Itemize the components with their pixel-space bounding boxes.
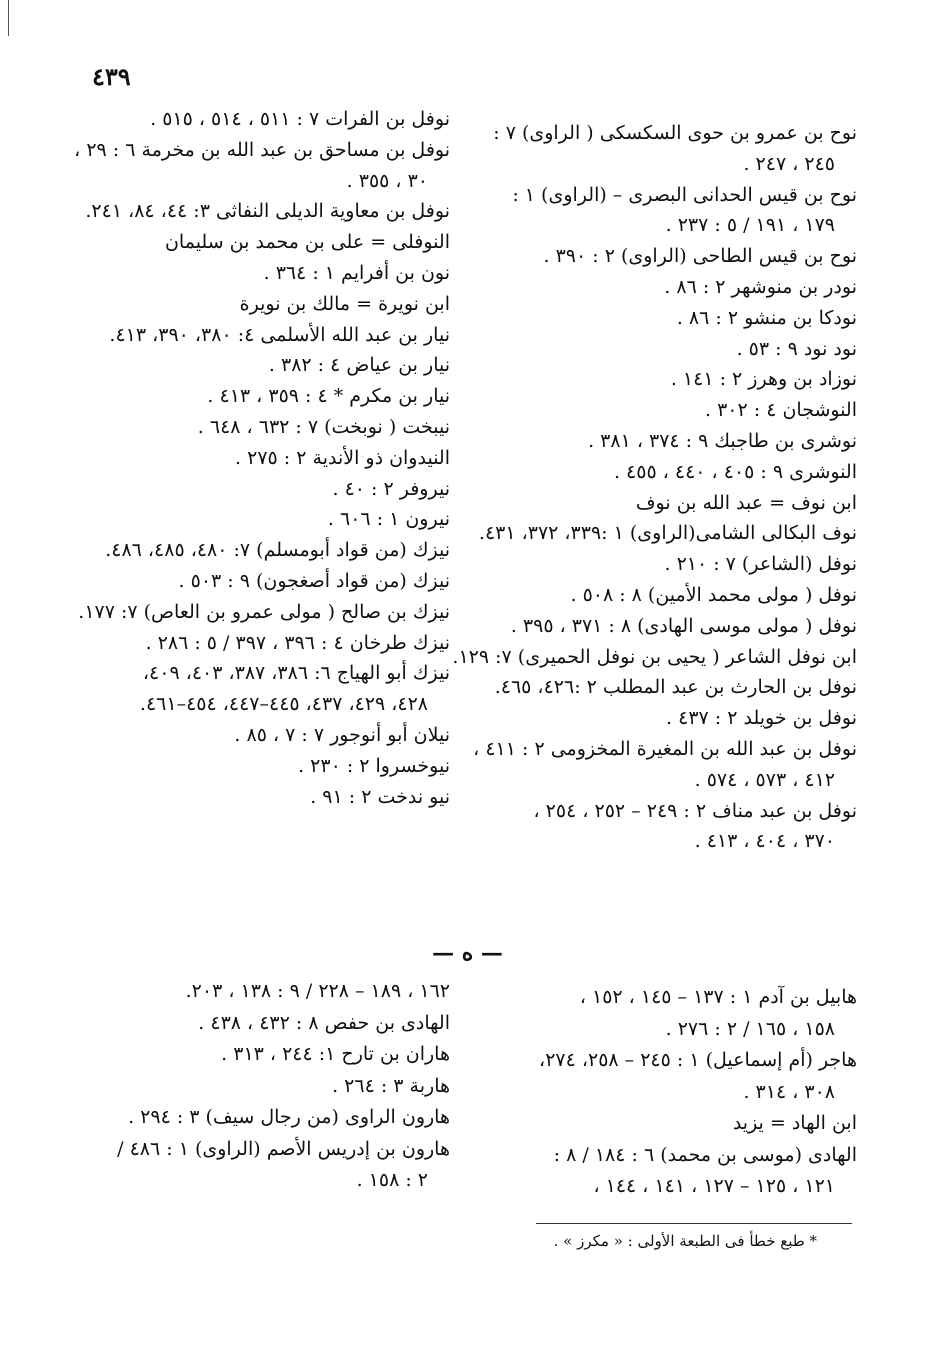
index-entry-line: نوفل بن مساحق بن عبد الله بن مخرمة ٦ : ٢٩ ، bbox=[74, 138, 450, 161]
index-entry-line: النوشرى ٩ : ٤٠٥ ، ٤٤٠ ، ٤٥٥ . bbox=[613, 460, 857, 483]
index-entry-line: ابن نوف = عبد الله بن نوف bbox=[635, 491, 857, 514]
index-entry-line: نيار بن مكرم * ٤ : ٣٥٩ ، ٤١٣ . bbox=[207, 385, 450, 408]
index-entry-line: نيلان أبو أنوجور ٧ : ٧ ، ٨٥ . bbox=[234, 723, 450, 746]
index-entry-line: ٢٤٥ ، ٢٤٧ . bbox=[743, 152, 835, 175]
index-entry-line: نيوخسروا ٢ : ٢٣٠ . bbox=[298, 754, 450, 777]
index-entry-line: ابن الهاد = يزيد bbox=[732, 1112, 857, 1134]
index-entry-line: نودر بن منوشهر ٢ : ٨٦ . bbox=[664, 275, 857, 298]
index-entry-line: هاجر (أم إسماعيل) ١ : ٢٤٥ – ٢٥٨، ٢٧٤، bbox=[539, 1049, 857, 1071]
index-entry-line: نوشرى بن طاجبك ٩ : ٣٧٤ ، ٣٨١ . bbox=[588, 429, 857, 452]
index-entry-line: ابن نوفل الشاعر ( يحيى بن نوفل الحميرى) ٧: ١٢٩. bbox=[452, 645, 857, 668]
index-entry-line: نوح بن قيس الطاحى (الراوى) ٢ : ٣٩٠ . bbox=[543, 245, 857, 268]
index-entry-line: نيو ندخت ٢ : ٩١ . bbox=[310, 785, 450, 808]
index-entry-line: نود نود ٩ : ٥٣ . bbox=[736, 337, 857, 360]
index-entry-line: ٣٠ ، ٣٥٥ . bbox=[346, 169, 428, 192]
index-entry-line: ١٥٨ ، ١٦٥ / ٢ : ٢٧٦ . bbox=[665, 1017, 835, 1040]
index-entry-line: نوح بن قيس الحدانى البصرى – (الراوى) ١ : bbox=[512, 183, 857, 206]
index-entry-line: نوفل بن معاوية الديلى النفاثى ٣: ٤٤، ٨٤، ٢٤١. bbox=[85, 200, 450, 223]
index-entry-line: نوفل بن الحارث بن عبد المطلب ٢ :٤٢٦، ٤٦٥. bbox=[494, 676, 857, 699]
index-entry-line: نوفل بن عبد مناف ٢ : ٢٤٩ – ٢٥٢ ، ٢٥٤ ، bbox=[533, 799, 857, 822]
index-entry-line: نيزك طرخان ٤ : ٣٩٦ ، ٣٩٧ / ٥ : ٢٨٦ . bbox=[145, 631, 450, 654]
index-entry-line: نيار بن عياض ٤ : ٣٨٢ . bbox=[268, 354, 450, 377]
index-column-left-lower bbox=[80, 976, 450, 1197]
index-entry-line: نوفل بن عبد الله بن المغيرة المخزومى ٢ : ٤١١ ، bbox=[473, 737, 857, 760]
index-entry-line: هارون الراوى (من رجال سيف) ٣ : ٢٩٤ . bbox=[128, 1106, 450, 1128]
index-entry-line: نيرون ١ : ٦٠٦ . bbox=[327, 508, 450, 531]
index-entry-line: ٢ : ١٥٨ . bbox=[356, 1169, 428, 1191]
index-entry-line: ٣٧٠ ، ٤٠٤ ، ٤١٣ . bbox=[694, 830, 835, 853]
index-entry-line: نوفل ( مولى موسى الهادى) ٨ : ٣٧١ ، ٣٩٥ . bbox=[510, 614, 857, 637]
index-entry-line: ٤١٢ ، ٥٧٣ ، ٥٧٤ . bbox=[694, 768, 835, 791]
index-entry-line: نيزك (من قواد أبومسلم) ٧: ٤٨٠، ٤٨٥، ٤٨٦. bbox=[105, 539, 450, 562]
index-entry-line: نون بن أفرايم ١ : ٣٦٤ . bbox=[263, 261, 450, 284]
index-entry-line: النوشجان ٤ : ٣٠٢ . bbox=[704, 399, 857, 422]
index-column-left-upper bbox=[74, 104, 450, 812]
index-entry-line: الهادى (موسى بن محمد) ٦ : ١٨٤ / ٨ : bbox=[553, 1143, 857, 1166]
index-entry-line: هابيل بن آدم ١ : ١٣٧ – ١٤٥ ، ١٥٢ ، bbox=[579, 986, 857, 1008]
section-heading: — ه — bbox=[432, 940, 503, 966]
index-entry-line: نوح بن عمرو بن حوى السكسكى ( الراوى) ٧ : bbox=[493, 122, 857, 144]
index-entry-line: نيروفر ٢ : ٤٠ . bbox=[332, 477, 450, 500]
index-entry-line: النوفلى = على بن محمد بن سليمان bbox=[164, 231, 450, 254]
footnote: * طبع خطأ فى الطبعة الأولى : « مكرز » . bbox=[553, 1232, 817, 1250]
index-entry-line: نوفل بن الفرات ٧ : ٥١١ ، ٥١٤ ، ٥١٥ . bbox=[150, 108, 450, 130]
index-entry-line: ١٢١ ، ١٢٥ – ١٢٧ ، ١٤١ ، ١٤٤ ، bbox=[593, 1175, 835, 1197]
index-entry-line: هارون بن إدريس الأصم (الراوى) ١ : ٤٨٦ / bbox=[117, 1137, 450, 1160]
page-number: ٤٣٩ bbox=[92, 62, 131, 91]
index-entry-line: هاربة ٣ : ٢٦٤ . bbox=[332, 1074, 450, 1097]
index-entry-line: نوفل (الشاعر) ٧ : ٢١٠ . bbox=[664, 553, 857, 576]
index-entry-line: الهادى بن حفص ٨ : ٤٣٢ ، ٤٣٨ . bbox=[198, 1011, 450, 1034]
index-entry-line: ١٧٩ ، ١٩١ / ٥ : ٢٣٧ . bbox=[665, 214, 835, 237]
index-entry-line: نيزك بن صالح ( مولى عمرو بن العاص) ٧: ١٧٧. bbox=[78, 600, 450, 623]
index-entry-line: ابن نويرة = مالك بن نويرة bbox=[239, 292, 450, 315]
index-entry-line: نودكا بن منشو ٢ : ٨٦ . bbox=[676, 306, 857, 329]
index-entry-line: نوفل ( مولى محمد الأمين) ٨ : ٥٠٨ . bbox=[570, 583, 857, 606]
index-entry-line: نوفل بن خويلد ٢ : ٤٣٧ . bbox=[666, 707, 857, 730]
index-entry-line: نيزك (من قواد أصغجون) ٩ : ٥٠٣ . bbox=[178, 569, 450, 592]
index-entry-line: نيزك أبو الهياج ٦: ٣٨٦، ٣٨٧، ٤٠٣، ٤٠٩، bbox=[142, 662, 450, 685]
index-entry-line: ٤٢٨، ٤٢٩، ٤٣٧، ٤٤٥–٤٤٧، ٤٥٤–٤٦١. bbox=[139, 693, 428, 716]
index-entry-line: نيار بن عبد الله الأسلمى ٤: ٣٨٠، ٣٩٠، ٤١٣. bbox=[109, 323, 450, 346]
index-entry-line: نوف البكالى الشامى(الراوى) ١ :٣٣٩، ٣٧٢، ٤٣١. bbox=[478, 522, 857, 545]
index-entry-line: هاران بن تارح ١: ٢٤٤ ، ٣١٣ . bbox=[221, 1043, 450, 1065]
index-entry-line: النيدوان ذو الأندية ٢ : ٢٧٥ . bbox=[235, 446, 450, 469]
index-entry-line: نوزاد بن وهرز ٢ : ١٤١ . bbox=[670, 368, 857, 391]
margin-rule bbox=[8, 0, 9, 36]
index-entry-line: ٣٠٨ ، ٣١٤ . bbox=[743, 1080, 835, 1103]
footnote-rule bbox=[536, 1223, 852, 1224]
index-column-right-upper bbox=[452, 118, 857, 857]
index-column-right-lower bbox=[467, 982, 857, 1203]
index-entry-line: ١٦٢ ، ١٨٩ – ٢٢٨ / ٩ : ١٣٨ ، ٢٠٣. bbox=[185, 980, 450, 1002]
index-entry-line: نيبخت ( نوبخت) ٧ : ٦٣٢ ، ٦٤٨ . bbox=[197, 415, 450, 438]
